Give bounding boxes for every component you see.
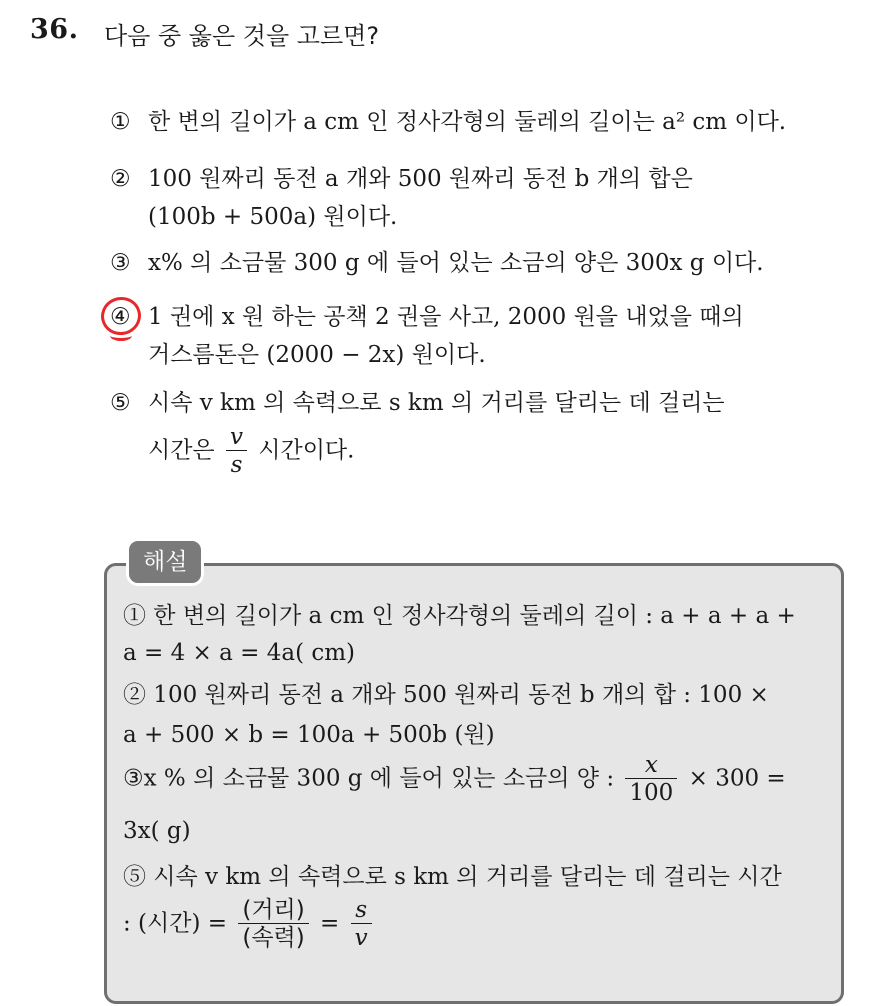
answer-circle-tail	[110, 330, 132, 341]
exp-5-frac1-den: (속력)	[242, 925, 305, 951]
option-5-frac-num: v	[226, 424, 247, 451]
option-3[interactable]	[110, 244, 764, 282]
option-2-text-line1: 100 원짜리 동전 a 개와 500 원짜리 동전 b 개의 합은	[148, 166, 693, 192]
exp-line-2a: ② 100 원짜리 동전 a 개와 500 원짜리 동전 b 개의 합 : 100 ×	[123, 682, 769, 708]
exp-line-3	[123, 752, 786, 807]
option-3-text: x% 의 소금물 300 g 에 들어 있는 소금의 양은 300x g 이다.	[148, 250, 764, 276]
question-text: 다음 중 옳은 것을 고르면?	[104, 22, 380, 50]
option-2-mark: ②	[110, 166, 131, 192]
option-5-text-post: 시간이다.	[258, 437, 355, 464]
explanation-tag: 해설	[126, 538, 204, 586]
option-5-mark: ⑤	[110, 390, 131, 416]
option-2-text-line2: (100b + 500a) 원이다.	[148, 204, 398, 230]
option-4-mark: ④	[110, 304, 131, 330]
exp-3-frac-den: 100	[629, 780, 674, 806]
option-5-text-line1: 시속 v km 의 속력으로 s km 의 거리를 달리는 데 걸리는	[148, 390, 725, 416]
option-1-mark: ①	[110, 109, 131, 135]
exp-5-fraction-2	[351, 897, 372, 952]
exp-5-frac2-den: v	[354, 925, 368, 951]
exp-line-1a: ① 한 변의 길이가 a cm 인 정사각형의 둘레의 길이 : a + a + a +	[123, 603, 796, 629]
exp-5-frac1-num: (거리)	[238, 897, 308, 924]
option-3-mark: ③	[110, 250, 131, 276]
exp-5-frac2-num: s	[351, 897, 372, 924]
exp-line-5b	[123, 897, 376, 952]
exp-3-frac-num: x	[625, 752, 677, 779]
option-1-text: 한 변의 길이가 a cm 인 정사각형의 둘레의 길이는 a² cm 이다.	[148, 109, 787, 135]
exp-line-1b: a = 4 × a = 4a( cm)	[123, 640, 356, 666]
option-2[interactable]	[110, 160, 693, 236]
exp-3-post: × 300 =	[688, 765, 786, 792]
exp-3-fraction	[625, 752, 677, 807]
option-5-text-pre: 시간은	[148, 437, 215, 464]
exp-5-fraction-1	[238, 897, 308, 952]
option-4-text-line1: 1 권에 x 원 하는 공책 2 권을 사고, 2000 원을 내었을 때의	[148, 304, 744, 330]
option-1[interactable]	[110, 103, 786, 141]
option-5-fraction	[226, 424, 247, 479]
exp-line-2b: a + 500 × b = 100a + 500b (원)	[123, 722, 495, 748]
exp-5-eq: =	[320, 910, 340, 937]
question-number: 36.	[30, 14, 79, 45]
exp-line-5a: ⑤ 시속 v km 의 속력으로 s km 의 거리를 달리는 데 걸리는 시간	[123, 864, 782, 890]
option-4-text-line2: 거스름돈은 (2000 − 2x) 원이다.	[148, 342, 486, 368]
exp-5-pre: : (시간) =	[123, 910, 228, 937]
option-5[interactable]	[110, 384, 725, 479]
option-4[interactable]	[110, 298, 744, 374]
exp-line-3b: 3x( g)	[123, 818, 191, 844]
option-5-frac-den: s	[230, 452, 243, 478]
exp-3-text: ③x % 의 소금물 300 g 에 들어 있는 소금의 양 :	[123, 765, 615, 792]
